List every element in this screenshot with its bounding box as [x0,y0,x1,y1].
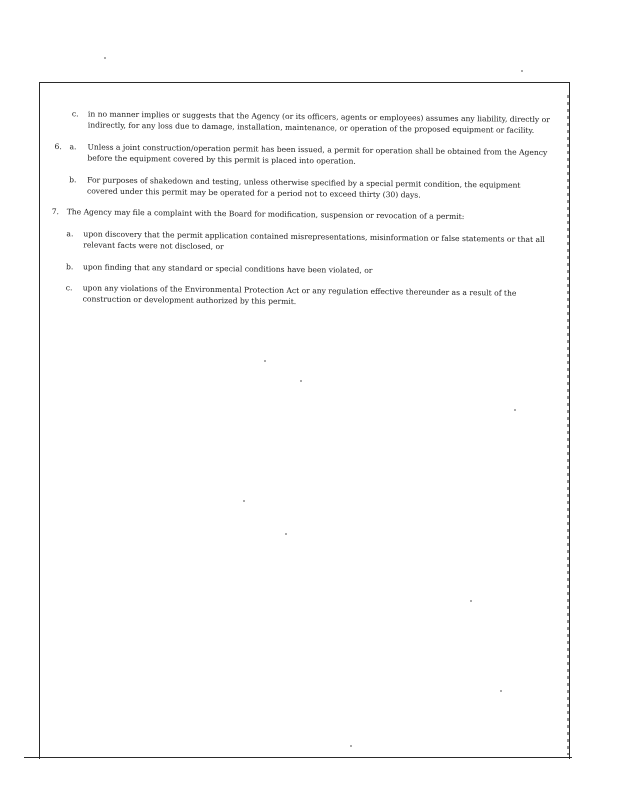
condition-7c [48,282,548,311]
item-text: upon discovery that the permit application contained misrepresentations, misinformation or false statements or that all relevant facts were not disclosed, or [83,229,545,252]
scan-speck [500,690,502,692]
item-label: b. [69,174,77,184]
condition-6b [49,174,549,203]
scan-speck [470,600,472,602]
item-text: upon finding that any standard or special conditions have been violated, or [83,262,373,275]
scan-speck [243,500,245,502]
scan-edge-artifact [567,95,570,755]
item-text: The Agency may file a complaint with the Board for modification, suspension or revocation of a permit: [66,207,465,222]
condition-7 [49,206,549,224]
scan-speck [514,409,516,411]
document-body [47,108,549,321]
scan-speck [285,533,287,535]
item-label: c. [71,109,79,119]
item-label: a. [66,229,74,239]
scan-speck [104,57,106,59]
item-label: b. [66,261,74,271]
condition-7b [48,261,548,279]
page-bottom-border [24,757,572,758]
condition-7a [48,228,548,257]
item-text: in no manner implies or suggests that the Agency (or its officers, agents or employees) assumes any liability, directly or indirectly, for any loss due to damage, installation, maintenance, or operation of the proposed equipment or facility. [87,109,550,136]
scan-speck [300,380,302,382]
item-label: a. [69,142,77,152]
scan-speck [521,70,523,72]
item-number: 7. [51,207,60,217]
item-text: For purposes of shakedown and testing, unless otherwise specified by a special permit condition, the equipment covered under this permit may be operated for a period not to exceed thirty (30) days. [86,175,521,200]
item-text: Unless a joint construction/operation permit has been issued, a permit for operation shall be obtained from the Agency before the equipment covered by this permit is placed into operation. [87,142,548,166]
condition-5c [50,108,550,137]
item-label: c. [65,283,73,293]
item-number: 6. [54,141,62,151]
scan-speck [264,360,266,362]
item-text: upon any violations of the Environmental Protection Act or any regulation effective thereunder as a result of the construction or development authorized by this permit. [82,283,517,307]
scan-speck [350,745,352,747]
condition-6a [49,141,549,170]
